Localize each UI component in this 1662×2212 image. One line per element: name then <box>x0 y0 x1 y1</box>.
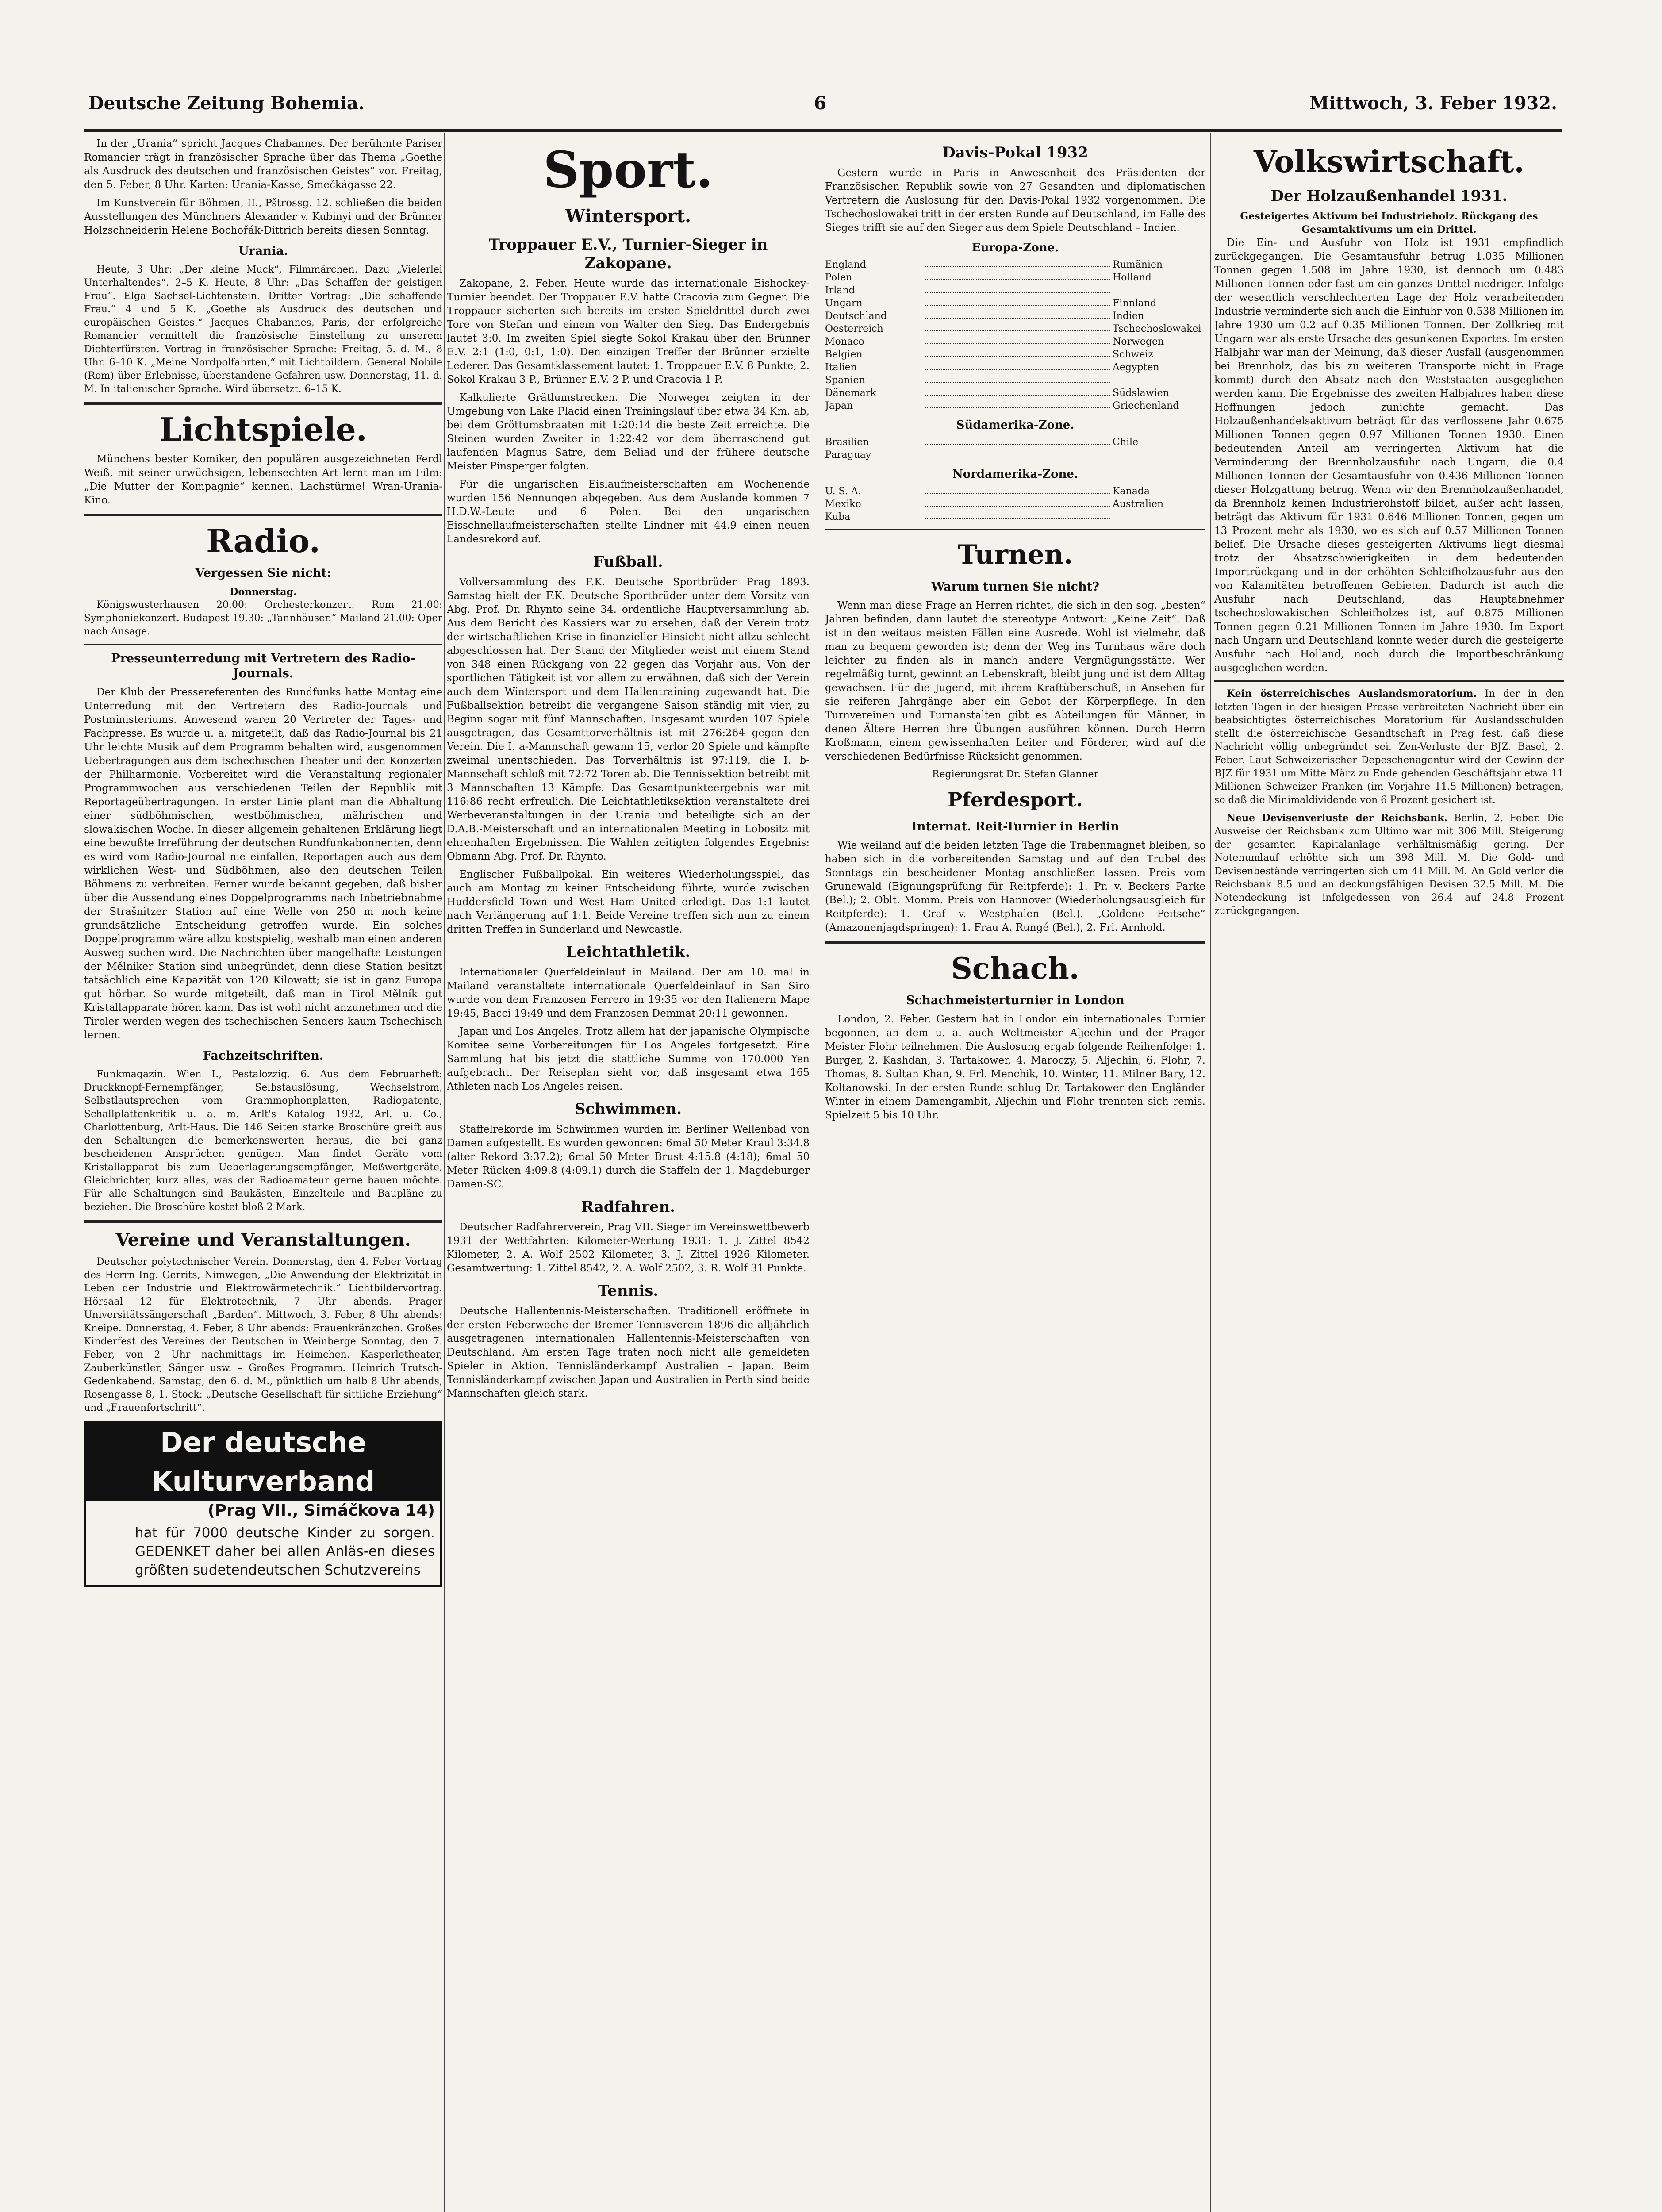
article-turnen-signature: Regierungsrat Dr. Stefan Glanner <box>932 769 1099 780</box>
leader-dots <box>925 449 1110 457</box>
column-divider <box>1210 133 1211 2212</box>
leader-dots <box>925 297 1110 306</box>
ad-title: Der deutsche Kulturverband <box>86 1423 440 1501</box>
section-divider <box>84 644 442 645</box>
article-leichtathletik: Internationaler Querfeldeinlauf in Mailand. Der am 10. mal in Mailand veranstaltete internationale Querfeldeinlauf in San Siro wurde von dem Franzosen Ferrero in 19:35 vor den Italienern Mape 19:45, Bacci 19:49 und dem Franzosen Demmat 20:11 gewonnen. <box>447 967 810 1019</box>
draw-pairing <box>825 374 1205 387</box>
subsection-heading-fussball: Fußball. <box>593 553 663 571</box>
leader-dots <box>925 374 1110 383</box>
column-culture <box>84 137 442 2212</box>
draw-pairing <box>825 310 1205 323</box>
article-heading-fachzeitschriften: Fachzeitschriften. <box>203 1049 324 1063</box>
article-heading-presse: Presseunterredung mit Vertretern des Radio-Journals. <box>111 652 415 680</box>
radio-subheading: Vergessen Sie nicht: <box>195 566 331 580</box>
team-name: England <box>825 259 866 270</box>
draw-list-europa <box>825 258 1205 412</box>
team-name: Holland <box>1113 272 1152 283</box>
team-name: U. S. A. <box>825 486 861 497</box>
subsection-heading-tennis: Tennis. <box>598 1282 659 1300</box>
article-holzaussenhandel: Die Ein- und Ausfuhr von Holz ist 1931 empfindlich zurückgegangen. Die Gesamtausfuhr betrug 1.035 Millionen Tonnen gegen 1.508 im Jahre 1930, ist dennoch um 0.483 Millionen Tonnen oder fast um ein ganzes Drittel niedriger. Infolge der wesentlich verschlechterten Lage der Holz verarbeitenden Industrie verminderte sich auch die Einfuhr von 0.538 Millionen im Jahre 1930 um 0.2 auf 0.35 Millionen Tonnen. Der Zollkrieg mit Ungarn war als erste Ursache des gesunkenen Exportes. Im ersten Halbjahr war man der Meinung, daß dieser Ausfall (ausgenommen bei Brennholz, das bis zu weiteren Transporte nicht in Frage kommt) durch den Absatz nach den Weststaaten ausgeglichen werden kann. Die Ergebnisse des zweiten Halbjahres haben diese Hoffnungen jedoch zunichte gemacht. Das Holzaußenhandelsaktivum beträgt für das verflossene Jahr 0.675 Millionen Tonnen gegen 0.97 Millionen Tonnen 1930. Einen bedeutenden Anteil am verringerten Aktivum hat die Verminderung der Brennholzausfuhr nach Ungarn, die 0.4 Millionen Tonnen der Gesamtausfuhr von 0.436 Millionen Tonnen dieser Holzgattung betrug. Wenn wir den Brennholzaußenhandel, da Brennholz keinen Industrierohstoff bildet, außer acht lassen, beträgt das Aktivum für 1931 0.646 Millionen Tonnen, gegen um 13 Prozent mehr als 1930, wo es sich auf 0.57 Millionen Tonnen belief. Die Ursache dieses gesteigerten Aktivums liegt diesmal trotz der Absatzschwierigkeiten in dem bedeutenden Importrückgang und in der erhöhten Schleifholzausfuhr aus den von Kalamitäten betroffenen Gebieten. Dadurch ist auch die Ausfuhr nach Deutschland, das Hauptabnehmer tschechoslowakischen Schleifholzes ist, auf 0.875 Millionen Tonnen gegen 0.21 Millionen Tonnen im Jahre 1930. Im Export nach Ungarn und Deutschland konnte weder durch die gesteigerte Ausfuhr nach Holland, noch durch die Importbeschränkung ausgeglichen werden. <box>1214 237 1564 674</box>
subsection-heading-leichtathletik: Leichtathletik. <box>566 943 691 961</box>
article-heading-turnen: Warum turnen Sie nicht? <box>931 580 1100 594</box>
radio-day: Donnerstag. <box>230 586 297 598</box>
team-name: Schweiz <box>1113 349 1154 360</box>
section-heading-lichtspiele: Lichtspiele. <box>159 411 367 448</box>
draw-pairing <box>825 297 1205 310</box>
section-divider <box>84 402 442 405</box>
draw-pairing <box>825 399 1205 412</box>
section-heading-pferdesport: Pferdesport. <box>948 789 1083 811</box>
team-name: Aegypten <box>1113 362 1159 373</box>
article-tennis: Deutsche Hallentennis-Meisterschaften. Traditionell eröffnete in der ersten Feberwoche der Bremer Tennisverein 1896 die alljährlich ausgetragenen internationalen Hallentennis-Meisterschaften von Deutschland. Am ersten Tage traten noch nicht alle gemeldeten Spieler in Aktion. Tennisländerkampf Australien – Japan. Beim Tennisländerkampf zwischen Japan und Australien in Perth sind beide Mannschaften gleich stark. <box>447 1306 810 1399</box>
draw-list-suedamerika <box>825 436 1205 461</box>
team-name: Finnland <box>1113 298 1157 309</box>
leader-dots <box>925 284 1110 293</box>
draw-pairing <box>825 323 1205 335</box>
article-japan: Japan und Los Angeles. Trotz allem hat der japanische Olympische Komitee seine Vorbereitungen für Los Angeles fortgesetzt. Eine Sammlung hat bis jetzt die stattliche Summe von 170.000 Yen aufgebracht. Der Reiseplan sieht vor, daß insgesamt etwa 165 Athleten nach Los Angeles reisen. <box>447 1026 810 1092</box>
page-number: 6 <box>814 93 826 114</box>
draw-list-nordamerika <box>825 485 1205 523</box>
article-heading-davis-pokal: Davis-Pokal 1932 <box>942 144 1088 161</box>
team-name: Spanien <box>825 375 865 386</box>
section-divider <box>1214 680 1564 682</box>
team-name: Monaco <box>825 336 864 347</box>
team-name: Oesterreich <box>825 323 883 334</box>
section-heading-turnen: Turnen. <box>957 539 1073 570</box>
article-heading-devisen: Neue Devisenverluste der Reichsbank. <box>1227 812 1447 824</box>
draw-pairing <box>825 271 1205 284</box>
article-heading-schachturnier: Schachmeisterturnier in London <box>906 994 1125 1007</box>
article-reitturnier: Wie weiland auf die beiden letzten Tage die Trabenmagnet bleiben, so haben sich in die vorbereitenden Samstag und auf den Trubel des Sonntags ein bescheidener Montag anschließen lassen. Preis vom Grunewald (Eignungsprüfung für Reitpferde): 1. Pr. v. Beckers Parke (Bel.); 2. Oblt. Momm. Preis von Hannover (Wiederholungsausgleich für Reitpferde): 1. Graf v. Westphalen (Bel.). „Goldene Peitsche“ (Amazonenjagdspringen): 1. Frau A. Rungé (Bel.), 2. Frl. Arnhold. <box>825 840 1205 933</box>
subsection-heading-wintersport: Wintersport. <box>565 206 691 227</box>
team-name: Rumänien <box>1113 259 1163 270</box>
article-subheading-holz: Gesteigertes Aktivum bei Industrieholz. Rückgang des Gesamtaktivums um ein Drittel. <box>1240 211 1538 235</box>
team-name: Dänemark <box>825 388 876 399</box>
article-urania-program: Heute, 3 Uhr: „Der kleine Muck“, Filmmärchen. Dazu „Vielerlei Unterhaltendes“. 2–5 K. Heute, 8 Uhr: „Das Schaffen der geistigen Frau“. Elga Sachsel-Lichtenstein. Dritter Vortrag: „Die schaffende Frau.“ 4 und 5 K. „Goethe als Ausdruck des deutschen und europäischen Geistes.“ Jacques Chabannes, Paris, der erfolgreiche Romancier vermittelt die französische Einstellung zu unserem Dichterfürsten. Vortrag in französischer Sprache: Freitag, 5. d. M., 8 Uhr. 6–10 K. „Meine Nordpolfahrten,“ mit Lichtbildern. General Nobile (Rom) über Erlebnisse, überstandene Gefahren usw. Donnerstag, 11. d. M. In italienischer Sprache. Wird übersetzt. 6–15 K. <box>84 264 442 395</box>
article-fachzeitschriften: Funkmagazin. Wien I., Pestalozzig. 6. Aus dem Februarheft: Druckknopf-Fernempfänger, Selbstauslösung, Wechselstrom, Selbstlautsprechen vom Grammophonplatten, Radiopatente, Schallplattenkritik u. a. m. Arlt's Katalog 1932, Arl. u. Co., Charlottenburg, Arlt-Haus. Die 146 Seiten starke Broschüre greift aus den Schaltungen die bemerkenswerten heraus, die bei ganz bescheidenen Ansprüchen genügen. Man findet Geräte vom Kristallapparat bis zum Ueberlagerungsempfänger, Meßwertgeräte, Gleichrichter, kurz alles, was der Radioamateur gerne bauen möchte. Für alle Schaltungen sind Baukästen, Einzelteile und Baupläne zu beziehen. Die Broschüre kostet bloß 2 Mark. <box>84 1069 442 1213</box>
section-heading-volkswirtschaft: Volkswirtschaft. <box>1253 144 1525 180</box>
article-heading-troppau: Troppauer E.V., Turnier-Sieger in Zakopane. <box>488 236 768 272</box>
article-davis-intro: Gestern wurde in Paris in Anwesenheit des Präsidenten der Französischen Republik sowie von 27 Gesandten und diplomatischen Vertretern die Auslosung für den Davis-Pokal 1932 vorgenommen. Die Tschechoslowakei tritt in der ersten Runde auf Deutschland, im Falle des Sieges trifft sie auf den Sieger aus dem Spiele Deutschland – Indien. <box>825 167 1205 234</box>
running-head <box>88 93 1557 119</box>
team-name: Ungarn <box>825 298 863 309</box>
masthead-title: Deutsche Zeitung Bohemia. <box>88 93 365 114</box>
article-vereine: Deutscher polytechnischer Verein. Donnerstag, den 4. Feber Vortrag des Herrn Ing. Gerrits, Nimwegen, „Die Anwendung der Elektrizität in Leben der Industrie und Elektrowärmetechnik.“ Lichtbildervortrag. Hörsaal 12 für Elektrotechnik, 7 Uhr abends. Prager Universitätssängerschaft „Barden“. Mittwoch, 3. Feber, 8 Uhr abends: Kneipe. Donnerstag, 4. Feber, 8 Uhr abends: Frauenkränzchen. Großes Kinderfest des Vereines der Deutschen in Weinberge Sonntag, den 7. Feber, von 2 Uhr nachmittags im Heimchen. Kasperletheater, Zauberkünstler, Sänger usw. – Großes Programm. Heinrich Trutsch-Gedenkabend. Samstag, den 6. d. M., pünktlich um halb 8 Uhr abends, Rosengasse 8, 1. Stock: „Deutsche Gesellschaft für sittliche Erziehung“ und „Frauenfortschritt“. <box>84 1256 442 1413</box>
section-heading-radio: Radio. <box>206 522 320 560</box>
section-heading-schach: Schach. <box>951 951 1079 986</box>
article-moratorium <box>1214 687 1564 807</box>
leader-dots <box>925 323 1110 331</box>
team-name: Griechenland <box>1113 400 1179 411</box>
team-name: Mexiko <box>825 499 861 510</box>
section-divider <box>84 1220 442 1223</box>
leader-dots <box>925 361 1110 370</box>
leader-dots <box>925 310 1110 319</box>
article-heading-holzaussenhandel: Der Holzaußenhandel 1931. <box>1270 187 1508 205</box>
team-name <box>1113 284 1205 297</box>
team-name: Italien <box>825 362 857 373</box>
team-name: Kuba <box>825 511 851 522</box>
leader-dots <box>925 387 1110 396</box>
radio-program-list: Königswusterhausen 20.00: Orchesterkonzert. Rom 21.00: Symphoniekonzert. Budapest 19.30: „Tannhäuser.“ Mailand 21.00: Oper nach Ansage. <box>84 599 442 637</box>
team-name: Paraguay <box>825 449 871 461</box>
draw-pairing <box>825 258 1205 271</box>
draw-pairing <box>825 485 1205 498</box>
team-name: Norwegen <box>1113 336 1164 347</box>
draw-pairing <box>825 361 1205 374</box>
section-heading-sport: Sport. <box>543 141 713 199</box>
team-name: Chile <box>1113 437 1139 448</box>
team-name <box>1113 511 1205 523</box>
leader-dots <box>925 258 1110 267</box>
team-name: Polen <box>825 272 852 283</box>
draw-pairing <box>825 284 1205 297</box>
header-rule <box>84 129 1562 132</box>
article-fussball: Vollversammlung des F.K. Deutsche Sportbrüder Prag 1893. Samstag hielt der F.K. Deutsche Sportbrüder unter dem Vorsitz von Abg. Prof. Dr. Rhynto seine 34. ordentliche Hauptversammlung ab. Aus dem Bericht des Kassiers war zu ersehen, daß der Verein trotz der wirtschaftlichen Krise in finanzieller Hinsicht nicht allzu schlecht abgeschlossen hat. Der Stand der Mitglieder weist mit einem Stand von 348 einen Rückgang von 22 gegen das Vorjahr aus. Von der sportlichen Tätigkeit ist vor allem zu erwähnen, daß sich der Verein auch dem Wintersport und dem Hallentraining zugewandt hat. Die Fußballsektion betreibt die vergangene Saison ständig mit vier, zu Beginn sogar mit fünf Mannschaften. Insgesamt wurden 107 Spiele ausgetragen, das Gesamttorverhältnis ist mit 276:264 gegen den Verein. Die I. a-Mannschaft gewann 15, verlor 20 Spiele und kämpfte zweimal unentschieden. Das Torverhältnis ist 97:119, die I. b-Mannschaft schloß mit 72:72 Toren ab. Die Tennissektion betreibt mit 3 Mannschaften 13 Kämpfe. Das Gesamtpunkteergebnis war mit 116:86 recht erfreulich. Die Leichtathletiksektion veranstaltete drei Werbeveranstaltungen in der Urania und beteiligte sich an der D.A.B.-Meisterschaft und an internationalen Meeting in Lobositz mit ehrenhaften Ergebnissen. Die Wahlen zeitigten folgendes Ergebnis: Obmann Abg. Prof. Dr. Rhynto. <box>447 576 810 862</box>
article-troppau: Zakopane, 2. Feber. Heute wurde das internationale Eishockey-Turnier beendet. Der Troppauer E.V. hatte Cracovia zum Gegner. Die Troppauer sicherten sich bereits im ersten Spieldrittel durch zwei Tore von Stefan und einem von Walter den Sieg. Das Endergebnis lautet 3:0. Im zweiten Spiel siegte Sokol Krakau über den Brünner E.V. 2:1 (1:0, 0:1, 1:0). Den einzigen Treffer der Brünner erzielte Lederer. Das Gesamtklassement lautet: 1. Troppauer E.V. 8 Punkte, 2. Sokol Krakau 3 P., Brünner E.V. 2 P. und Cracovia 1 P. <box>447 278 810 385</box>
article-heading-reitturnier: Internat. Reit-Turnier in Berlin <box>911 820 1119 833</box>
article-kunstverein: Im Kunstverein für Böhmen, II., Pštrossg. 12, schließen die beiden Ausstellungen des Münchners Alexander v. Kubinyi und der Brünner Holzschneiderin Helene Bochořák-Dittrich bereits diesen Sonntag. <box>84 197 442 236</box>
article-devisen-text: Berlin, 2. Feber. Die Ausweise der Reichsbank zum Ultimo war mit 306 Mill. Steigerung der gesamten Kapitalanlage verhältnismäßig gering. Der Notenumlauf erhöhte sich um 398 Mill. M. Die Gold- und Devisenbestände verringerten sich um 41 Mill. M. An Gold verlor die Reichsbank 8.5 und an deckungsfähigen Devisen 32.5 Mill. M. Die Notendeckung ist infolgedessen von 26.4 auf 24.8 Prozent zurückgegangen. <box>1214 813 1564 917</box>
article-eislauf: Für die ungarischen Eislaufmeisterschaften am Wochenende wurden 156 Nennungen abgegeben. Aus dem Auslande kommen 7 H.D.W.-Leute und 6 Polen. Bei den ungarischen Eisschnellaufmeisterschaften stellte Lindner mit 44.9 einen neuen Landesrekord auf. <box>447 479 810 545</box>
draw-pairing <box>825 498 1205 511</box>
zone-heading-nordamerika: Nordamerika-Zone. <box>952 468 1078 481</box>
article-moratorium-text: In der in den letzten Tagen in der hiesigen Presse verbreiteten Nachricht über ein beabsichtigtes österreichisches Moratorium für Auslandsschulden stellt die österreichische Gesandtschaft in Prag fest, daß diese Nachricht völlig unbegründet sei. Zen-Verluste der BJZ. Basel, 2. Feber. Laut Schweizerischer Depeschenagentur wird der Gewinn der BJZ für 1931 um Mitte März zu Ende gehenden Geschäftsjahr etwa 11 Millionen Schweizer Franken (im Vorjahre 11.5 Millionen) betragen, so daß die Minimaldividende von 6 Prozent gesichert ist. <box>1214 688 1564 806</box>
leader-dots <box>925 485 1110 494</box>
draw-pairing <box>825 449 1205 461</box>
zone-heading-europa: Europa-Zone. <box>971 241 1059 254</box>
article-schachturnier: London, 2. Feber. Gestern hat in London ein internationales Turnier begonnen, an dem u. a. auch Weltmeister Aljechin und der Prager Meister Flohr teilnehmen. Die Auslosung ergab folgende Reihenfolge: 1. Burger, 2. Kashdan, 3. Tartakower, 4. Maroczy, 5. Aljechin, 6. Flohr, 7. Thomas, 8. Sultan Khan, 9. Frl. Menchik, 10. Winter, 11. Milner Bary, 12. Koltanowski. In der ersten Runde schlug Dr. Tartakower den Engländer Winter in einem Damengambit, Aljechin und Flohr trennten sich remis. Spielzeit 5 bis 10 Uhr. <box>825 1014 1205 1121</box>
article-devisen <box>1214 811 1564 918</box>
column-divider <box>444 133 445 2212</box>
team-name: Deutschland <box>825 311 887 322</box>
article-englischer-pokal: Englischer Fußballpokal. Ein weiteres Wiederholungsspiel, das auch am Montag zu keiner Entscheidung führte, wurde zwischen Huddersfield Town und West Ham United erledigt. Das 1:1 lautet nach Verlängerung auf 1:1. Beide Vereine treffen sich nun zu einem dritten Treffen in Sunderland und Newcastle. <box>447 869 810 935</box>
article-heading-moratorium: Kein österreichisches Auslandsmoratorium. <box>1227 688 1477 699</box>
leader-dots <box>925 436 1110 445</box>
leader-dots <box>925 511 1110 519</box>
article-presse: Der Klub der Pressereferenten des Rundfunks hatte Montag eine Unterredung mit den Vertretern des Radio-Journals und Postministeriums. Anwesend waren 20 Vertreter der Tages- und Fachpresse. Es wurde u. a. mitgeteilt, daß das Radio-Journal bis 21 Uhr leichte Musik auf dem Programm behalten wird, ausgenommen Uebertragungen aus dem tschechischen Theater und den Konzerten der Philharmonie. Vorbereitet wird die Veranstaltung regionaler Programmwochen aus verschiedenen Teilen der Republik mit Reportageübertragungen. In erster Linie plant man die Abhaltung einer südböhmischen, westböhmischen, mährischen und slowakischen Woche. In dieser allgemein gehaltenen Erklärung liegt eine bewußte Irreführung der deutschen Rundfunkabonnenten, denn es wird vom Radio-Journal nie einfallen, Reportagen auch aus dem wirklichen West- und Südböhmen, also den deutschen Teilen Böhmens zu verbreiten. Ferner wurde bekannt gegeben, daß bisher über die Aussendung eines Doppelprogramms nach Inbetriebnahme der Strašnitzer Station auf eine Welle von 250 m noch keine grundsätzliche Entscheidung getroffen wurde. Ein solches Doppelprogramm wäre allzu kostspielig, weshalb man einen anderen Ausweg suchen wird. Die Nachrichten über mangelhafte Leistungen der Mělniker Station sind unbegründet, denn diese Station besitzt tatsächlich eine Kapazität von 120 Kilowatt; sie ist in ganz Europa gut hörbar. So wurde mitgeteilt, daß man in Tirol Mělník gut Kristallapparate hören kann. Das ist wohl nicht anzunehmen und die Tiroler werden wegen des tschechischen Senders kaum Tschechisch lernen. <box>84 687 442 1041</box>
leader-dots <box>925 335 1110 344</box>
leader-dots <box>925 399 1110 408</box>
ad-body: hat für 7000 deutsche Kinder zu sorgen. GEDENKET daher bei allen Anläs-en dieses größten sudetendeutschen Schutzvereins <box>135 1525 435 1578</box>
leader-dots <box>925 498 1110 507</box>
section-divider <box>825 529 1205 530</box>
article-urania-intro: In der „Urania“ spricht Jacques Chabannes. Der berühmte Pariser Romancier trägt in französischer Sprache über das Thema „Goethe als Ausdruck des deutschen und französischen Geistes“ vor. Freitag, den 5. Feber, 8 Uhr. Karten: Urania-Kasse, Smečkágasse 22. <box>84 138 442 191</box>
column-davis-turnen-schach <box>825 137 1205 2212</box>
team-name: Belgien <box>825 349 863 360</box>
team-name: Tschechoslowakei <box>1113 323 1201 334</box>
advertisement-kulturverband <box>84 1421 442 1587</box>
column-sport <box>447 137 810 2212</box>
team-name <box>1113 449 1205 461</box>
draw-pairing <box>825 335 1205 348</box>
section-divider <box>825 941 1205 944</box>
leader-dots <box>925 271 1110 280</box>
subsection-heading-schwimmen: Schwimmen. <box>574 1100 682 1118</box>
article-lichtspiele: Münchens bester Komiker, den populären ausgezeichneten Ferdl Weiß, mit seiner urwüchsigen, lebensechten Art lernt man im Film: „Die Mutter der Kompagnie“ kennen. Lachstürme! Wran-Urania-Kino. <box>84 453 442 506</box>
team-name <box>1113 374 1205 387</box>
zone-heading-suedamerika: Südamerika-Zone. <box>956 419 1075 432</box>
team-name: Indien <box>1113 311 1144 322</box>
draw-pairing <box>825 387 1205 399</box>
draw-pairing <box>825 436 1205 449</box>
section-heading-urania: Urania. <box>238 244 288 258</box>
section-divider <box>84 514 442 516</box>
team-name: Südslawien <box>1113 388 1169 399</box>
subsection-heading-radfahren: Radfahren. <box>581 1198 676 1216</box>
team-name: Brasilien <box>825 437 869 448</box>
leader-dots <box>925 348 1110 357</box>
draw-pairing <box>825 511 1205 523</box>
article-radfahren: Deutscher Radfahrerverein, Prag VII. Sieger im Vereinswettbewerb 1931 der Wettfahrten: Kilometer-Wertung 1931: 1. J. Zittel 8542 Kilometer, 2. A. Wolf 2502 Kilometer, 3. J. Zittel 1926 Kilometer. Gesamtwertung: 1. Zittel 8542, 2. A. Wolf 2502, 3. R. Wolf 31 Punkte. <box>447 1221 810 1274</box>
team-name: Japan <box>825 400 853 411</box>
ad-address: (Prag VII., Simáčkova 14) <box>207 1502 435 1520</box>
article-ski: Kalkulierte Grätlumstrecken. Die Norweger zeigten in der Umgebung von Lake Placid einen Trainingslauf über etwa 34 Km. ab, bei dem Gröttumsbraaten mit 1:20:14 die beste Zeit erreichte. Die Steinen wurden Zweiter in 1:22:42 vor dem überraschend gut laufenden Magnus Satre, dem Beliad und der frühere deutsche Meister Pinsperger folgten. <box>447 392 810 472</box>
draw-pairing <box>825 348 1205 361</box>
article-turnen: Wenn man diese Frage an Herren richtet, die sich in den sog. „besten“ Jahren befinden, dann lautet die stereotype Antwort: „Keine Zeit“. Daß ist in den weitaus meisten Fällen eine Ausrede. Wohl ist vielmehr, daß man zu bequem geworden ist; denn der Weg ins Turnhaus wäre doch leichter zu finden als in manch andere Vergnügungsstätte. Wer regelmäßig turnt, gewinnt an Lebenskraft, bleibt jung und ist dem Alltag gewachsen. Für die Jugend, mit ihrem Kraftüberschuß, in Ansehen für sie reiferen Jahrgänge aber ein Gebot der Körperpflege. In den Turnvereinen und Turnanstalten gibt es Abteilungen für Männer, in denen Ältere Herren ihre Übungen ausführen können. Durch Herrn Kroßmann, einem gewissenhaften Leiter und Förderer, wird auf die verschiedenen Bedürfnisse Rücksicht genommen. <box>825 600 1205 762</box>
article-schwimmen: Staffelrekorde im Schwimmen wurden im Berliner Wellenbad von Damen aufgestellt. Es wurden gewonnen: 6mal 50 Meter Kraul 3:34.8 (alter Rekord 3:37.2); 6mal 50 Meter Brust 4:15.8 (4:18); 6mal 50 Meter Rücken 4:09.8 (4:09.1) durch die Staffeln der 1. Magdeburger Damen-SC. <box>447 1124 810 1190</box>
team-name: Australien <box>1113 499 1164 510</box>
column-volkswirtschaft <box>1214 137 1564 2212</box>
team-name: Irland <box>825 285 855 296</box>
issue-date: Mittwoch, 3. Feber 1932. <box>1309 93 1557 114</box>
team-name: Kanada <box>1113 486 1150 497</box>
section-heading-vereine: Vereine und Veranstaltungen. <box>115 1229 411 1250</box>
